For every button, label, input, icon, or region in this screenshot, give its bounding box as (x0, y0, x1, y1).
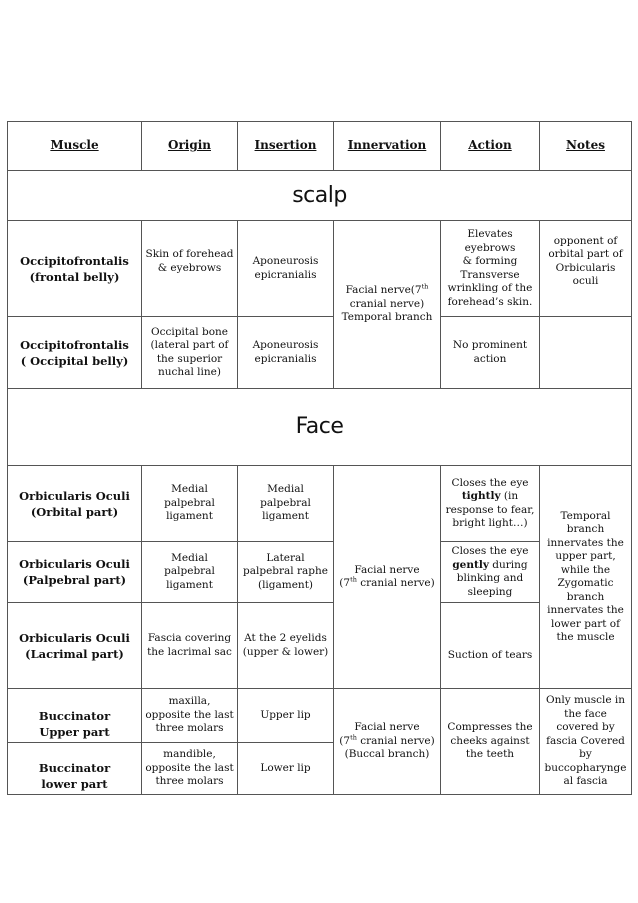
action-cell: No prominent action (441, 317, 540, 389)
insertion-cell: Aponeurosis epicranialis (238, 221, 334, 317)
action-cell: Closes the eye tightly (in response to fear, bright light…) (441, 466, 540, 542)
muscle-cell: Occipitofrontalis (frontal belly) (8, 221, 142, 317)
header-notes: Notes (540, 122, 632, 171)
table-row (8, 221, 632, 317)
muscle-cell: Buccinator lower part (8, 743, 142, 795)
muscle-cell: Occipitofrontalis ( Occipital belly) (8, 317, 142, 389)
notes-cell: Temporal branch innervates the upper part, while the Zygomatic branch innervates the lower part of the muscle (540, 466, 632, 689)
origin-cell: mandible, opposite the last three molars (142, 743, 238, 795)
notes-cell: Only muscle in the face covered by fascia Covered by buccopharynge al fascia (540, 689, 632, 795)
table-row (8, 603, 632, 689)
action-cell: Suction of tears (441, 603, 540, 689)
section-title-face: Face (8, 389, 632, 466)
origin-cell: maxilla, opposite the last three molars (142, 689, 238, 743)
innervation-cell: Facial nerve(7th cranial nerve) Temporal branch (334, 221, 441, 389)
notes-cell: opponent of orbital part of Orbicularis oculi (540, 221, 632, 317)
section-row-face (8, 389, 632, 466)
table-row (8, 689, 632, 743)
table-row (8, 317, 632, 389)
action-cell: Compresses the cheeks against the teeth (441, 689, 540, 795)
header-innervation: Innervation (334, 122, 441, 171)
muscle-cell: Orbicularis Oculi (Lacrimal part) (8, 603, 142, 689)
notes-cell-empty (540, 317, 632, 389)
muscle-cell: Buccinator Upper part (8, 689, 142, 743)
anatomy-table (7, 121, 632, 795)
action-cell: Closes the eye gently during blinking and sleeping (441, 542, 540, 603)
insertion-cell: At the 2 eyelids (upper & lower) (238, 603, 334, 689)
table-row (8, 542, 632, 603)
action-cell: Elevates eyebrows & forming Transverse wrinkling of the forehead’s skin. (441, 221, 540, 317)
innervation-cell: Facial nerve (7th cranial nerve) (334, 466, 441, 689)
origin-cell: Skin of forehead & eyebrows (142, 221, 238, 317)
header-origin: Origin (142, 122, 238, 171)
header-muscle: Muscle (8, 122, 142, 171)
insertion-cell: Aponeurosis epicranialis (238, 317, 334, 389)
insertion-cell: Medial palpebral ligament (238, 466, 334, 542)
section-row-scalp (8, 171, 632, 221)
table-row (8, 466, 632, 542)
header-row (8, 122, 632, 171)
insertion-cell: Lateral palpebral raphe (ligament) (238, 542, 334, 603)
header-insertion: Insertion (238, 122, 334, 171)
header-action: Action (441, 122, 540, 171)
insertion-cell: Upper lip (238, 689, 334, 743)
origin-cell: Medial palpebral ligament (142, 466, 238, 542)
origin-cell: Medial palpebral ligament (142, 542, 238, 603)
origin-cell: Occipital bone (lateral part of the superior nuchal line) (142, 317, 238, 389)
insertion-cell: Lower lip (238, 743, 334, 795)
origin-cell: Fascia covering the lacrimal sac (142, 603, 238, 689)
muscle-cell: Orbicularis Oculi (Orbital part) (8, 466, 142, 542)
innervation-cell: Facial nerve (7th cranial nerve) (Buccal branch) (334, 689, 441, 795)
muscle-cell: Orbicularis Oculi (Palpebral part) (8, 542, 142, 603)
section-title-scalp: scalp (8, 171, 632, 221)
